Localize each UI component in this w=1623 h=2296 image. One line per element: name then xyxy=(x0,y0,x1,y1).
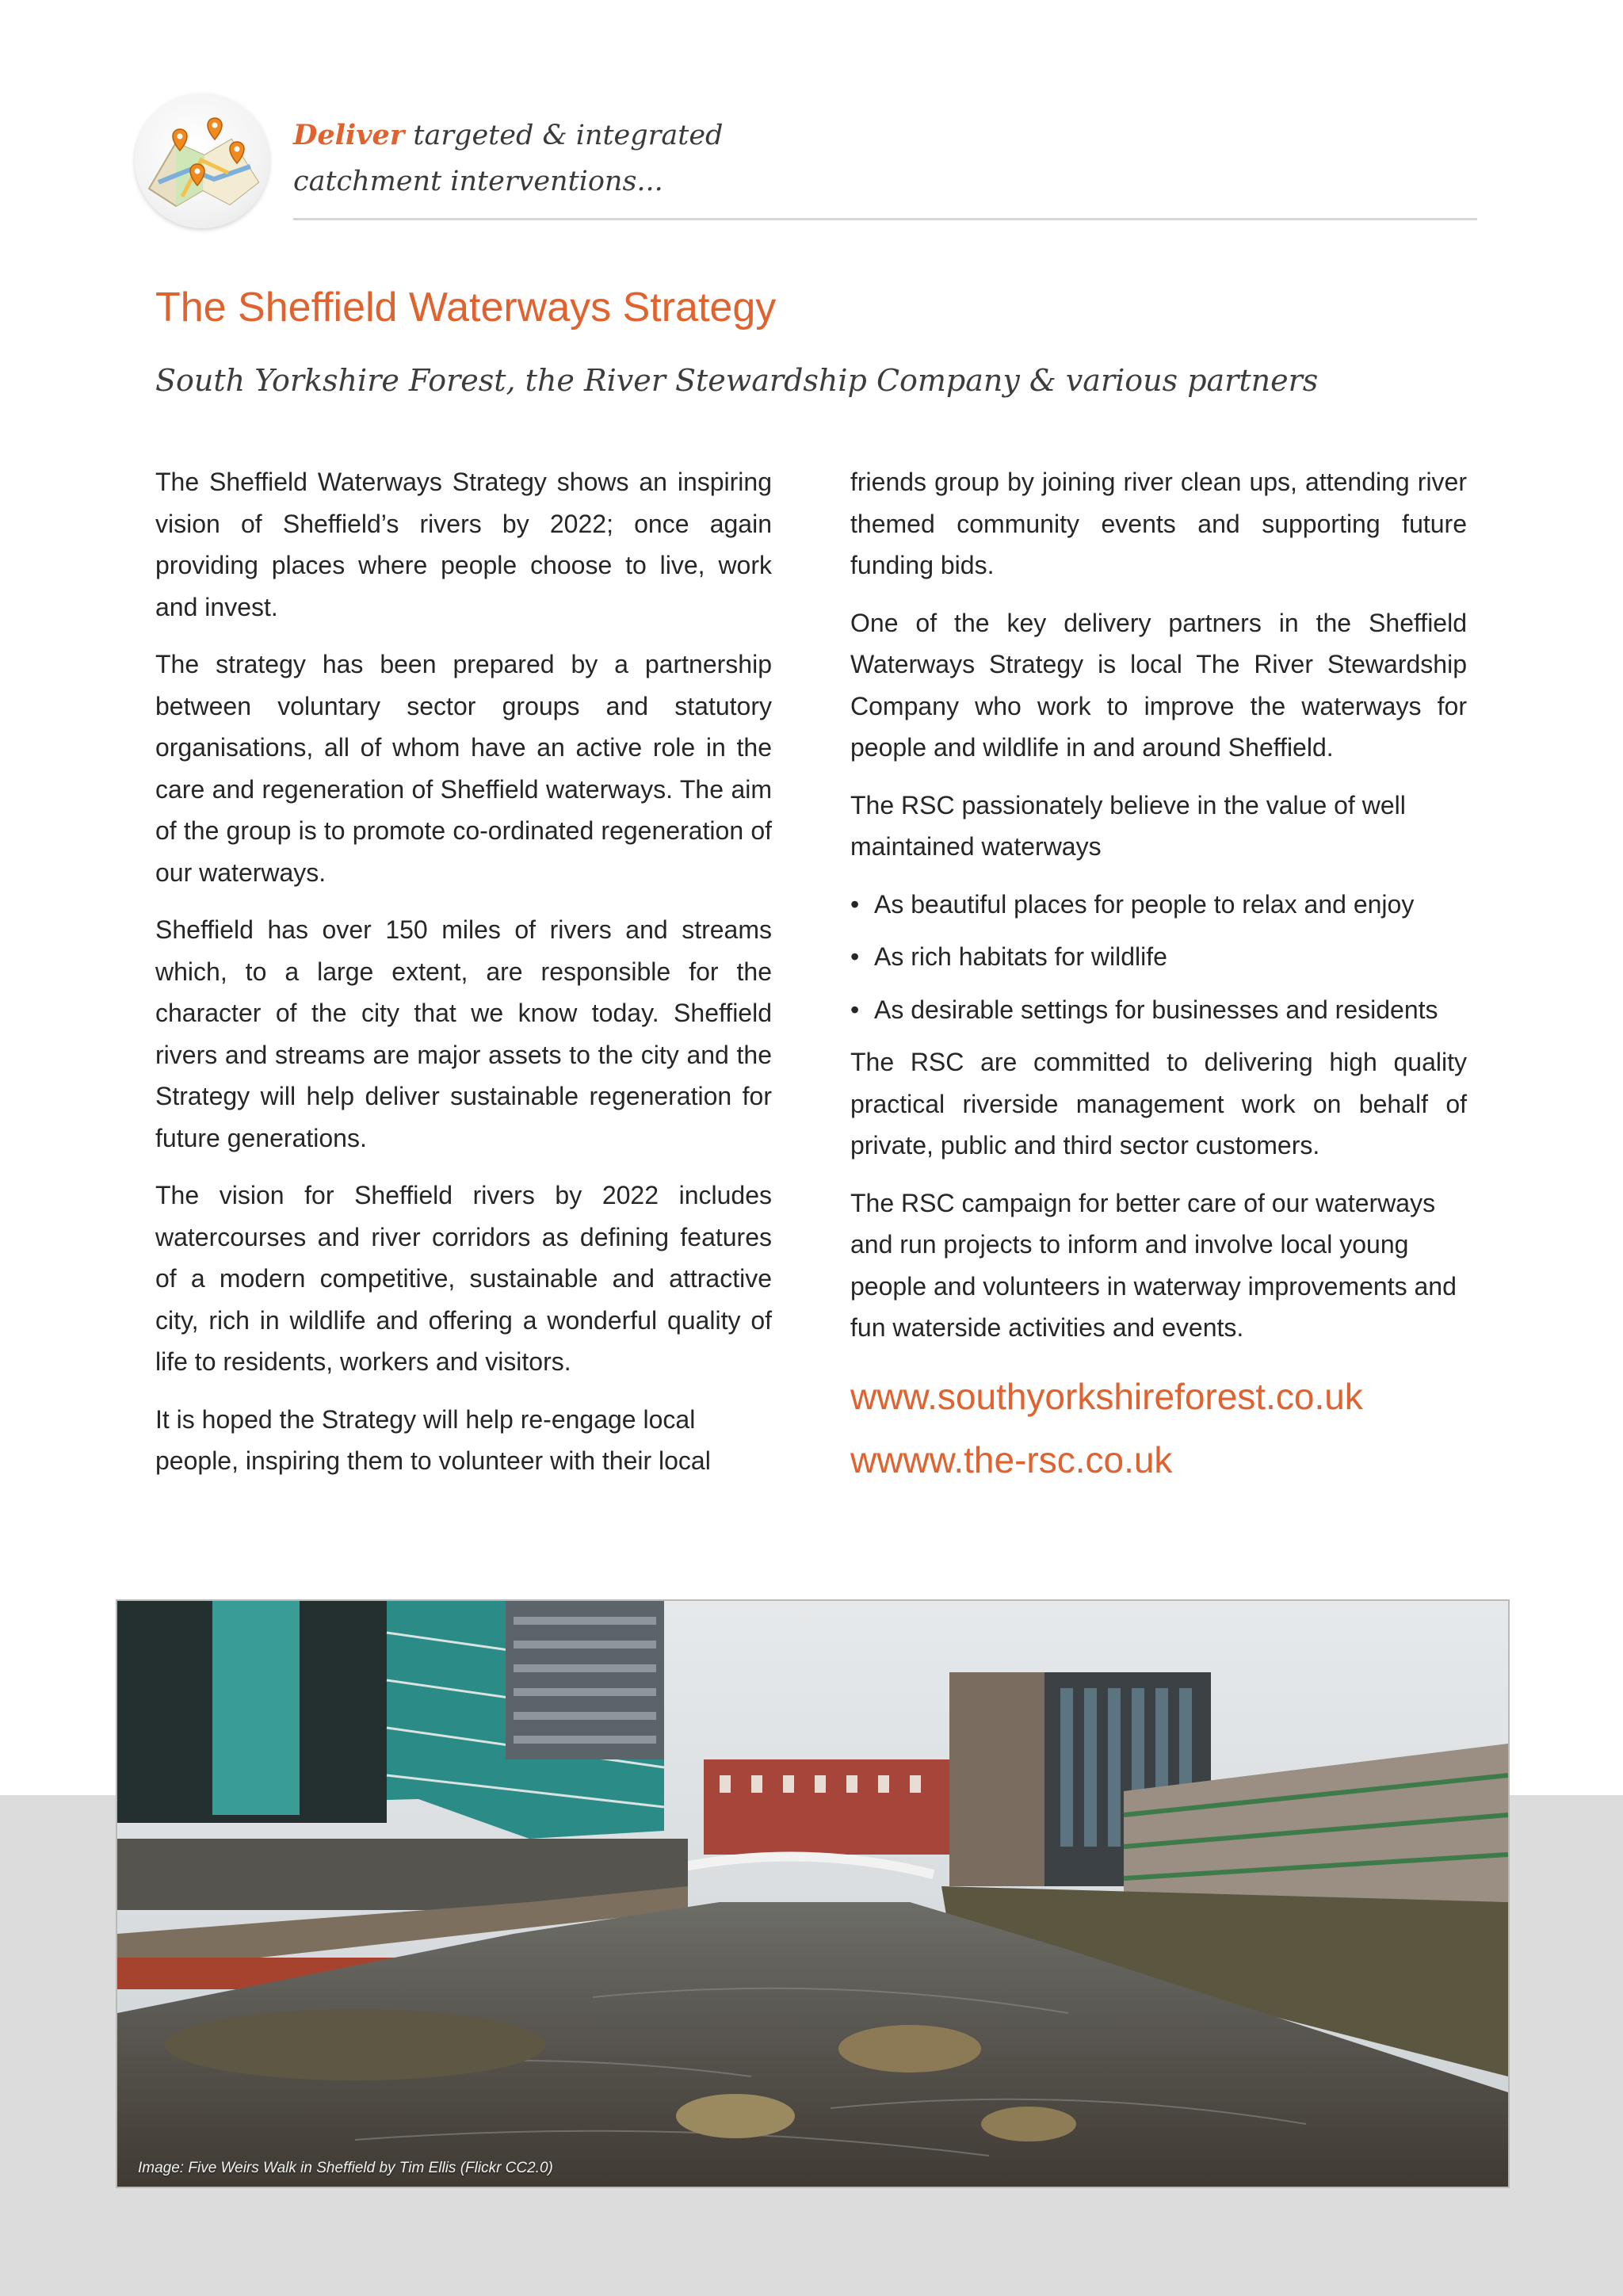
header-divider xyxy=(293,218,1477,220)
right-column xyxy=(850,461,1467,1492)
paragraph: The RSC campaign for better care of our waterways and run projects to inform and involve local young people and volunteers in waterway improvements and fun waterside activities and events. xyxy=(850,1188,1457,1342)
page-subtitle: South Yorkshire Forest, the River Stewardship Company & various partners xyxy=(155,363,1319,398)
header xyxy=(135,94,1482,236)
map-with-pins-icon xyxy=(135,94,269,228)
bullet-icon: • xyxy=(850,889,860,919)
list-item-text: As rich habitats for wildlife xyxy=(874,942,1167,971)
paragraph: The Sheffield Waterways Strategy shows an inspiring vision of Sheffield’s rivers by 2022; once again providing places where people choose to live, work and invest. xyxy=(155,468,772,621)
bullet-list xyxy=(850,884,1467,1031)
list-item xyxy=(850,936,1467,978)
bullet-icon: • xyxy=(850,995,860,1024)
paragraph: It is hoped the Strategy will help re-engage local people, inspiring them to volunteer with their local xyxy=(155,1404,711,1475)
links xyxy=(850,1365,1467,1492)
paragraph: Sheffield has over 150 miles of rivers and streams which, to a large extent, are responsible for the character of the city that we know today. Sheffield rivers and streams are major assets to the city and the Strategy will help deliver sustainable regeneration for future generations. xyxy=(155,915,772,1152)
south-yorkshire-forest-link[interactable]: www.southyorkshireforest.co.uk xyxy=(850,1375,1363,1417)
photo-caption: Image: Five Weirs Walk in Sheffield by Tim Ellis (Flickr CC2.0) xyxy=(138,2160,553,2176)
paragraph: friends group by joining river clean ups, attending river themed community events and supporting future funding bids. xyxy=(850,468,1467,579)
rsc-link[interactable]: wwww.the-rsc.co.uk xyxy=(850,1438,1173,1480)
list-item-text: As desirable settings for businesses and residents xyxy=(874,995,1438,1024)
tagline xyxy=(293,113,723,204)
page-title: The Sheffield Waterways Strategy xyxy=(155,285,777,330)
bullet-icon: • xyxy=(850,942,860,971)
paragraph: The RSC passionately believe in the value of well maintained waterways xyxy=(850,790,1406,861)
paragraph: The RSC are committed to delivering high quality practical riverside management work on behalf of private, public and third sector customers. xyxy=(850,1048,1467,1159)
list-item-text: As beautiful places for people to relax and enjoy xyxy=(874,889,1415,919)
list-item xyxy=(850,989,1467,1031)
paragraph: One of the key delivery partners in the Sheffield Waterways Strategy is local The River Stewardship Company who work to improve the waterways for people and wildlife in and around Sheffield. xyxy=(850,608,1467,762)
paragraph: The strategy has been prepared by a partnership between voluntary sector groups and statutory organisations, all of whom have an active role in the care and regeneration of Sheffield waterways. The aim of the group is to promote co-ordinated regeneration of our waterways. xyxy=(155,650,772,887)
tagline-line1: targeted & integrated xyxy=(404,120,724,151)
left-column xyxy=(155,461,772,1498)
paragraph: The vision for Sheffield rivers by 2022 includes watercourses and river corridors as defining features of a modern competitive, sustainable and attractive city, rich in wildlife and offering a wonderful quality of life to residents, workers and visitors. xyxy=(155,1181,772,1376)
tagline-accent: Deliver xyxy=(293,119,405,151)
tagline-line2: catchment interventions... xyxy=(293,166,663,197)
river-photo xyxy=(116,1599,1510,2188)
list-item xyxy=(850,884,1467,926)
